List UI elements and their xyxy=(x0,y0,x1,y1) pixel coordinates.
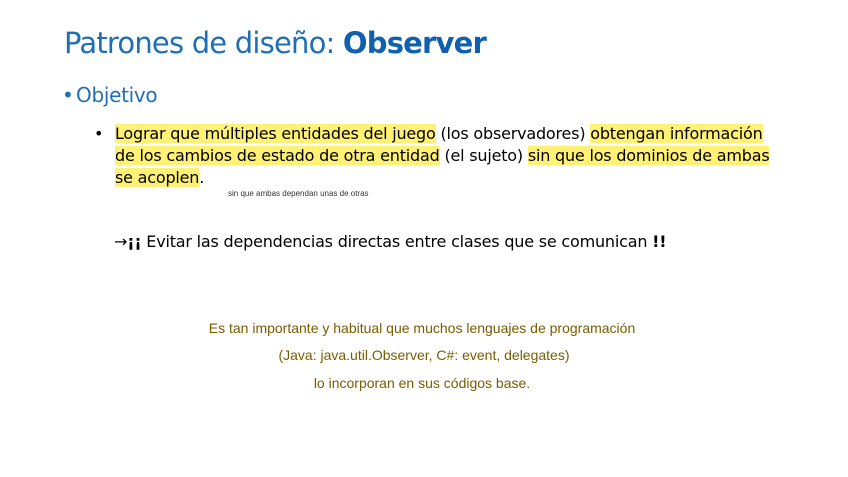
plain-segment-2: (el sujeto) xyxy=(439,146,528,165)
footer-line-3: lo incorporan en sus códigos base. xyxy=(313,375,531,391)
exclamation-tail: !! xyxy=(652,232,667,251)
bullet-dot-icon: • xyxy=(62,83,74,107)
title-emphasis: Observer xyxy=(342,26,487,60)
footer-line-2: (Java: java.util.Observer, C#: event, delegates) xyxy=(278,347,570,363)
bullet-objetivo xyxy=(62,83,157,107)
title-prefix: Patrones de diseño: xyxy=(64,26,343,60)
exclamation-lead: ¡¡ xyxy=(127,232,142,251)
annotation-note: sin que ambas dependan unas de otras xyxy=(228,189,369,198)
slide-title xyxy=(64,26,486,60)
sub-bullet-dot-icon: • xyxy=(94,124,104,143)
sub-bullet-text xyxy=(115,123,785,189)
highlight-segment-1: Lograr que múltiples entidades del juego xyxy=(115,124,436,143)
bullet-objetivo-text: Objetivo xyxy=(76,83,158,107)
highlight-segment-2: obtengan información de los cambios de estado de otra entidad xyxy=(115,124,763,165)
plain-segment-1: (los observadores) xyxy=(435,124,591,143)
arrow-statement-text: Evitar las dependencias directas entre clases que se comunican xyxy=(141,232,653,251)
footer-line-1: Es tan importante y habitual que muchos lenguajes de programación xyxy=(208,320,636,336)
plain-segment-3: . xyxy=(199,168,205,187)
arrow-statement xyxy=(114,232,666,251)
right-arrow-icon: → xyxy=(114,232,128,251)
highlight-segment-3: sin que los dominios de ambas se acoplen xyxy=(115,146,770,187)
